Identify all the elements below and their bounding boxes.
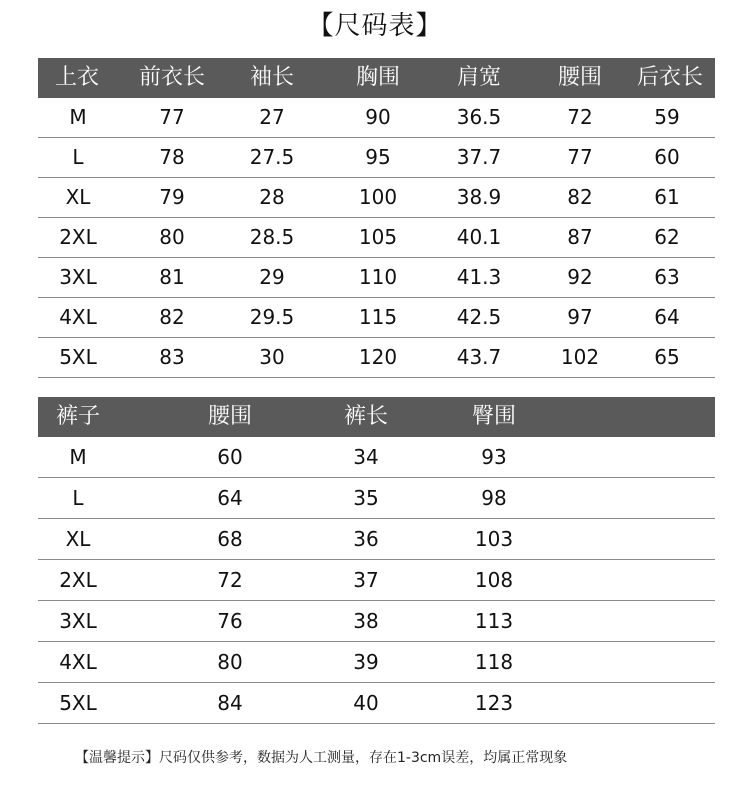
tops-header-cell: 胸围	[355, 65, 400, 90]
table-cell: 80	[159, 225, 185, 249]
table-cell: 43.7	[456, 345, 502, 369]
pants-size-table	[38, 397, 715, 724]
table-cell: 36.5	[456, 105, 502, 129]
table-row	[38, 258, 715, 298]
table-row	[38, 338, 715, 378]
tops-header-cell: 腰围	[557, 65, 602, 90]
table-cell: 98	[481, 486, 507, 510]
table-cell: 39	[353, 650, 379, 674]
table-row	[38, 178, 715, 218]
table-cell: 27.5	[249, 145, 295, 169]
table-cell: M	[69, 445, 87, 469]
table-row	[38, 683, 715, 724]
table-cell: 84	[217, 691, 243, 715]
tops-header-row	[38, 58, 715, 98]
pants-header-cell: 裤子	[55, 404, 100, 429]
table-cell: 36	[353, 527, 379, 551]
table-cell: 87	[567, 225, 593, 249]
table-cell: 3XL	[59, 265, 97, 289]
table-cell: 82	[567, 185, 593, 209]
tops-header-cell: 后衣长	[636, 65, 703, 90]
table-cell: 4XL	[59, 305, 97, 329]
table-cell: 63	[654, 265, 680, 289]
table-cell: 28.5	[249, 225, 295, 249]
table-cell: 29	[259, 265, 285, 289]
table-cell: 118	[474, 650, 514, 674]
table-row	[38, 138, 715, 178]
table-cell: 62	[654, 225, 680, 249]
table-cell: 65	[654, 345, 680, 369]
table-cell: 28	[259, 185, 285, 209]
table-cell: 41.3	[456, 265, 502, 289]
table-cell: 108	[474, 568, 514, 592]
table-cell: 92	[567, 265, 593, 289]
table-cell: L	[72, 145, 84, 169]
table-cell: 37	[353, 568, 379, 592]
table-cell: 90	[365, 105, 391, 129]
table-row	[38, 437, 715, 478]
table-cell: 120	[358, 345, 398, 369]
table-cell: 42.5	[456, 305, 502, 329]
table-cell: 2XL	[59, 568, 97, 592]
table-cell: 38	[353, 609, 379, 633]
table-cell: 68	[217, 527, 243, 551]
table-cell: 4XL	[59, 650, 97, 674]
table-cell: 29.5	[249, 305, 295, 329]
table-cell: 35	[353, 486, 379, 510]
tops-header-cell: 袖长	[249, 65, 294, 90]
table-cell: 102	[560, 345, 600, 369]
table-cell: 93	[481, 445, 507, 469]
pants-header-cell: 裤长	[343, 404, 388, 429]
table-cell: 100	[358, 185, 398, 209]
table-row	[38, 601, 715, 642]
table-cell: 115	[358, 305, 398, 329]
pants-header-row	[38, 397, 715, 437]
table-cell: 61	[654, 185, 680, 209]
table-cell: 72	[217, 568, 243, 592]
table-row	[38, 642, 715, 683]
table-cell: 5XL	[59, 691, 97, 715]
page-title: 【尺码表】	[307, 11, 443, 41]
table-cell: 123	[474, 691, 514, 715]
tops-header-cell: 前衣长	[138, 65, 205, 90]
table-cell: XL	[65, 185, 91, 209]
table-cell: 79	[159, 185, 185, 209]
table-cell: 105	[358, 225, 398, 249]
table-row	[38, 98, 715, 138]
table-cell: 40	[353, 691, 379, 715]
table-cell: 59	[654, 105, 680, 129]
table-cell: 103	[474, 527, 514, 551]
table-cell: 64	[217, 486, 243, 510]
table-cell: 64	[654, 305, 680, 329]
tops-size-table	[38, 58, 715, 378]
table-cell: 82	[159, 305, 185, 329]
table-cell: 60	[217, 445, 243, 469]
table-cell: 113	[474, 609, 514, 633]
table-cell: 77	[567, 145, 593, 169]
table-cell: 78	[159, 145, 185, 169]
table-cell: 60	[654, 145, 680, 169]
measurement-note: 【温馨提示】尺码仅供参考，数据为人工测量，存在1-3cm误差，均属正常现象	[75, 750, 568, 766]
table-cell: 97	[567, 305, 593, 329]
table-row	[38, 298, 715, 338]
table-cell: M	[69, 105, 87, 129]
pants-header-cell: 腰围	[207, 404, 252, 429]
table-cell: 77	[159, 105, 185, 129]
pants-header-cell: 臀围	[471, 404, 516, 429]
table-row	[38, 560, 715, 601]
table-cell: 95	[365, 145, 391, 169]
table-cell: 38.9	[456, 185, 502, 209]
table-cell: 27	[259, 105, 285, 129]
table-row	[38, 218, 715, 258]
table-cell: 5XL	[59, 345, 97, 369]
table-cell: 110	[358, 265, 398, 289]
table-row	[38, 519, 715, 560]
table-cell: 76	[217, 609, 243, 633]
table-cell: 80	[217, 650, 243, 674]
tops-header-cell: 肩宽	[456, 65, 501, 90]
table-cell: 81	[159, 265, 185, 289]
tops-header-cell: 上衣	[54, 65, 99, 90]
table-row	[38, 478, 715, 519]
table-cell: 40.1	[456, 225, 502, 249]
table-cell: L	[72, 486, 84, 510]
table-cell: 34	[353, 445, 379, 469]
table-cell: 72	[567, 105, 593, 129]
table-cell: 30	[259, 345, 285, 369]
table-cell: 37.7	[456, 145, 502, 169]
table-cell: 2XL	[59, 225, 97, 249]
table-cell: XL	[65, 527, 91, 551]
table-cell: 83	[159, 345, 185, 369]
table-cell: 3XL	[59, 609, 97, 633]
